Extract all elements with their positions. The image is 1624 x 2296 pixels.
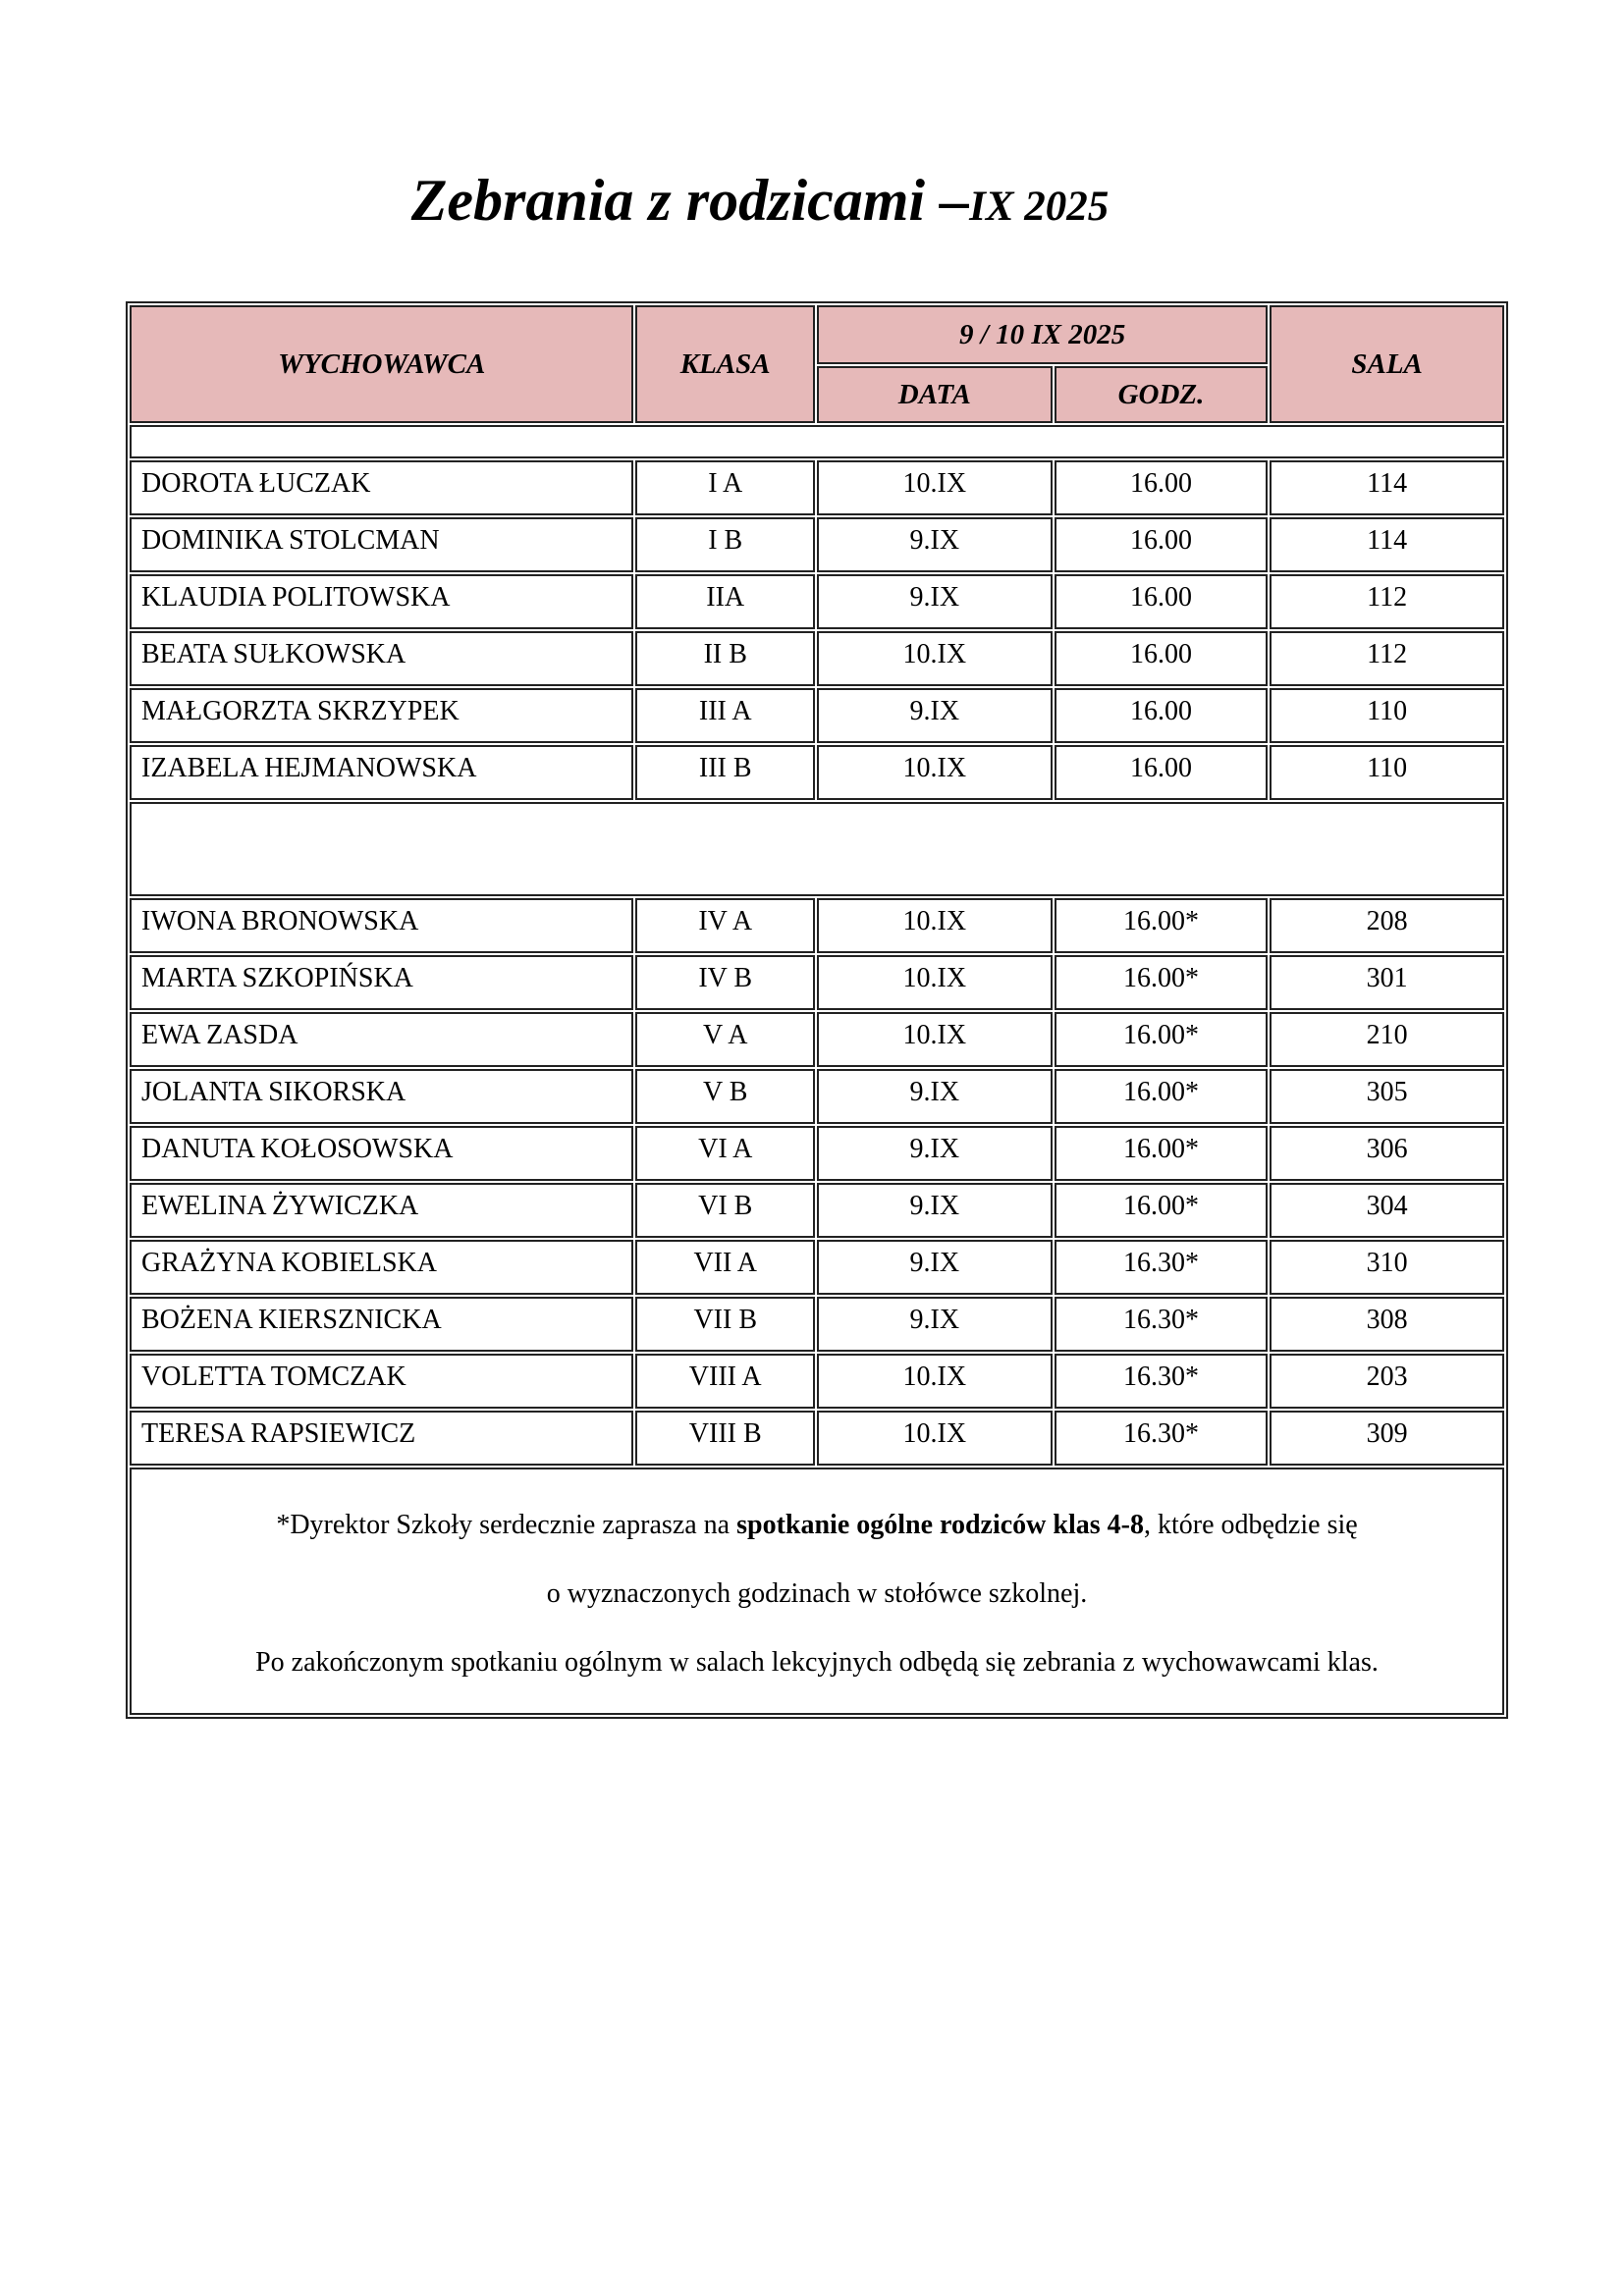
klasa-cell: III A bbox=[635, 688, 815, 743]
klasa-cell: V B bbox=[635, 1069, 815, 1124]
table-row bbox=[130, 1126, 1504, 1181]
header-row-1 bbox=[130, 305, 1504, 364]
teacher-cell: MARTA SZKOPIŃSKA bbox=[130, 955, 633, 1010]
table-row bbox=[130, 460, 1504, 515]
klasa-cell: VIII B bbox=[635, 1411, 815, 1466]
klasa-cell: II B bbox=[635, 631, 815, 686]
table-row bbox=[130, 1411, 1504, 1466]
table-header bbox=[130, 305, 1504, 423]
godz-cell: 16.00 bbox=[1055, 688, 1269, 743]
godz-cell: 16.00 bbox=[1055, 574, 1269, 629]
klasa-cell: IIA bbox=[635, 574, 815, 629]
sala-cell: 208 bbox=[1270, 898, 1504, 953]
data-cell: 9.IX bbox=[817, 574, 1053, 629]
data-cell: 9.IX bbox=[817, 1126, 1053, 1181]
klasa-cell: I A bbox=[635, 460, 815, 515]
klasa-cell: VI A bbox=[635, 1126, 815, 1181]
page-title-suffix: IX 2025 bbox=[969, 184, 1110, 230]
data-cell: 10.IX bbox=[817, 1411, 1053, 1466]
teacher-cell: KLAUDIA POLITOWSKA bbox=[130, 574, 633, 629]
teacher-cell: IWONA BRONOWSKA bbox=[130, 898, 633, 953]
data-cell: 10.IX bbox=[817, 745, 1053, 800]
data-cell: 9.IX bbox=[817, 1297, 1053, 1352]
godz-cell: 16.00* bbox=[1055, 955, 1269, 1010]
godz-cell: 16.00* bbox=[1055, 1012, 1269, 1067]
footer-note-row bbox=[130, 1468, 1504, 1715]
sala-cell: 301 bbox=[1270, 955, 1504, 1010]
footer-section bbox=[130, 1468, 1504, 1715]
header-data: DATA bbox=[817, 366, 1053, 423]
data-cell: 9.IX bbox=[817, 1183, 1053, 1238]
godz-cell: 16.30* bbox=[1055, 1411, 1269, 1466]
footer-line-3: Po zakończonym spotkaniu ogólnym w salach lekcyjnych odbędą się zebrania z wychowawcami klas. bbox=[255, 1647, 1379, 1678]
teacher-cell: JOLANTA SIKORSKA bbox=[130, 1069, 633, 1124]
data-cell: 10.IX bbox=[817, 955, 1053, 1010]
teacher-cell: GRAŻYNA KOBIELSKA bbox=[130, 1240, 633, 1295]
table-row bbox=[130, 574, 1504, 629]
teacher-cell: EWELINA ŻYWICZKA bbox=[130, 1183, 633, 1238]
table-row bbox=[130, 1012, 1504, 1067]
header-date-group: 9 / 10 IX 2025 bbox=[817, 305, 1268, 364]
data-cell: 9.IX bbox=[817, 688, 1053, 743]
spacer-cell bbox=[130, 802, 1504, 896]
godz-cell: 16.00* bbox=[1055, 898, 1269, 953]
spacer-section-middle bbox=[130, 802, 1504, 896]
data-cell: 10.IX bbox=[817, 460, 1053, 515]
teacher-cell: DANUTA KOŁOSOWSKA bbox=[130, 1126, 633, 1181]
klasa-cell: VIII A bbox=[635, 1354, 815, 1409]
table-row bbox=[130, 1297, 1504, 1352]
table-row bbox=[130, 517, 1504, 572]
spacer-row-large bbox=[130, 802, 1504, 896]
godz-cell: 16.00* bbox=[1055, 1126, 1269, 1181]
klasa-cell: III B bbox=[635, 745, 815, 800]
sala-cell: 310 bbox=[1270, 1240, 1504, 1295]
teacher-cell: IZABELA HEJMANOWSKA bbox=[130, 745, 633, 800]
godz-cell: 16.00 bbox=[1055, 631, 1269, 686]
klasa-cell: IV B bbox=[635, 955, 815, 1010]
godz-cell: 16.30* bbox=[1055, 1297, 1269, 1352]
data-cell: 10.IX bbox=[817, 1012, 1053, 1067]
teacher-cell: BOŻENA KIERSZNICKA bbox=[130, 1297, 633, 1352]
sala-cell: 110 bbox=[1270, 745, 1504, 800]
teacher-cell: DOROTA ŁUCZAK bbox=[130, 460, 633, 515]
header-godz: GODZ. bbox=[1055, 366, 1269, 423]
spacer-cell bbox=[130, 425, 1504, 458]
klasa-cell: V A bbox=[635, 1012, 815, 1067]
meetings-table bbox=[126, 301, 1508, 1719]
godz-cell: 16.00 bbox=[1055, 517, 1269, 572]
klasa-cell: IV A bbox=[635, 898, 815, 953]
rows-group-1 bbox=[130, 460, 1504, 800]
sala-cell: 304 bbox=[1270, 1183, 1504, 1238]
rows-group-2 bbox=[130, 898, 1504, 1466]
teacher-cell: VOLETTA TOMCZAK bbox=[130, 1354, 633, 1409]
teacher-cell: DOMINIKA STOLCMAN bbox=[130, 517, 633, 572]
teacher-cell: EWA ZASDA bbox=[130, 1012, 633, 1067]
footer-line-2: o wyznaczonych godzinach w stołówce szkolnej. bbox=[546, 1578, 1088, 1609]
klasa-cell: VII B bbox=[635, 1297, 815, 1352]
data-cell: 10.IX bbox=[817, 898, 1053, 953]
klasa-cell: VI B bbox=[635, 1183, 815, 1238]
table-row bbox=[130, 898, 1504, 953]
page-title-main: Zebrania z rodzicami – bbox=[410, 168, 970, 233]
table-row bbox=[130, 955, 1504, 1010]
klasa-cell: I B bbox=[635, 517, 815, 572]
sala-cell: 112 bbox=[1270, 574, 1504, 629]
sala-cell: 203 bbox=[1270, 1354, 1504, 1409]
sala-cell: 309 bbox=[1270, 1411, 1504, 1466]
godz-cell: 16.00 bbox=[1055, 745, 1269, 800]
sala-cell: 305 bbox=[1270, 1069, 1504, 1124]
footer-line-1-prefix: *Dyrektor Szkoły serdecznie zaprasza na bbox=[276, 1510, 737, 1540]
table-row bbox=[130, 1183, 1504, 1238]
spacer-section-top bbox=[130, 425, 1504, 458]
table-row bbox=[130, 631, 1504, 686]
sala-cell: 114 bbox=[1270, 460, 1504, 515]
spacer-row-small bbox=[130, 425, 1504, 458]
data-cell: 10.IX bbox=[817, 631, 1053, 686]
table-row bbox=[130, 745, 1504, 800]
data-cell: 9.IX bbox=[817, 1240, 1053, 1295]
footer-note bbox=[130, 1468, 1504, 1715]
sala-cell: 306 bbox=[1270, 1126, 1504, 1181]
table-row bbox=[130, 1069, 1504, 1124]
data-cell: 9.IX bbox=[817, 517, 1053, 572]
footer-line-1-suffix: , które odbędzie się bbox=[1143, 1510, 1358, 1540]
data-cell: 10.IX bbox=[817, 1354, 1053, 1409]
header-klasa: KLASA bbox=[635, 305, 815, 423]
godz-cell: 16.00* bbox=[1055, 1183, 1269, 1238]
table-row bbox=[130, 1354, 1504, 1409]
sala-cell: 110 bbox=[1270, 688, 1504, 743]
teacher-cell: TERESA RAPSIEWICZ bbox=[130, 1411, 633, 1466]
sala-cell: 112 bbox=[1270, 631, 1504, 686]
sala-cell: 308 bbox=[1270, 1297, 1504, 1352]
table-row bbox=[130, 1240, 1504, 1295]
teacher-cell: MAŁGORZTA SKRZYPEK bbox=[130, 688, 633, 743]
data-cell: 9.IX bbox=[817, 1069, 1053, 1124]
footer-line-1-bold: spotkanie ogólne rodziców klas 4-8 bbox=[736, 1510, 1144, 1540]
footer-line-1 bbox=[143, 1491, 1490, 1560]
godz-cell: 16.30* bbox=[1055, 1240, 1269, 1295]
godz-cell: 16.00 bbox=[1055, 460, 1269, 515]
klasa-cell: VII A bbox=[635, 1240, 815, 1295]
header-wychowawca: WYCHOWAWCA bbox=[130, 305, 633, 423]
sala-cell: 210 bbox=[1270, 1012, 1504, 1067]
godz-cell: 16.00* bbox=[1055, 1069, 1269, 1124]
sala-cell: 114 bbox=[1270, 517, 1504, 572]
table-row bbox=[130, 688, 1504, 743]
godz-cell: 16.30* bbox=[1055, 1354, 1269, 1409]
teacher-cell: BEATA SUŁKOWSKA bbox=[130, 631, 633, 686]
header-sala: SALA bbox=[1270, 305, 1504, 423]
page-title bbox=[0, 0, 1520, 242]
